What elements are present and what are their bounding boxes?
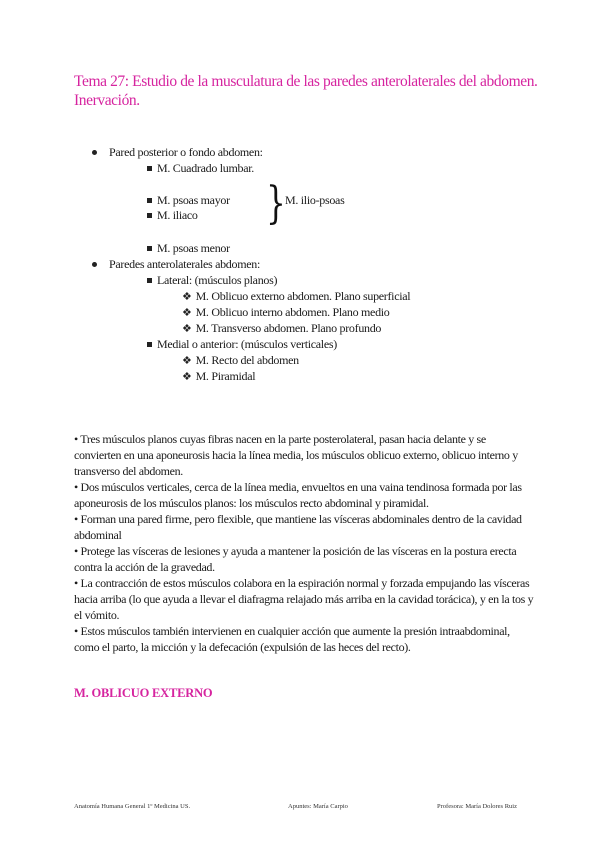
bullet-square-icon [147,213,152,218]
bullet-dot-icon [92,262,97,267]
bullet-square-icon [147,198,152,203]
list-item [147,193,230,208]
paragraph: • Forman una pared firme, pero flexible, que mantiene las vísceras abdominales dentro de la cavidad abdominal [74,512,522,542]
list-item-text: M. psoas menor [157,241,230,255]
list-item [182,305,390,321]
list-item [147,241,230,256]
list-item [182,353,299,369]
bullet-dot-icon [92,150,97,155]
list-item [182,289,410,305]
list-item [147,161,254,176]
bullet-square-icon [147,278,152,283]
diamond-bullet-icon: ❖ [182,323,192,335]
outline-anterolateral [92,257,260,272]
diamond-bullet-icon: ❖ [182,291,192,303]
list-item-text: M. iliaco [157,208,198,222]
outline-anterolateral-label: Paredes anterolaterales abdomen: [109,257,260,271]
list-item-text: Medial o anterior: (músculos verticales) [157,337,337,351]
page-title: Tema 27: Estudio de la musculatura de las paredes anterolaterales del abdomen. Inervación. [74,73,538,109]
list-item-text: M. Oblicuo interno abdomen. Plano medio [195,305,390,319]
outline-posterior [92,145,263,160]
bullet-square-icon [147,246,152,251]
section-heading: M. OBLICUO EXTERNO [74,686,213,700]
list-item-text: Lateral: (músculos planos) [157,273,278,287]
description-text [74,431,534,655]
list-item [147,208,198,223]
list-item-text: M. psoas mayor [157,193,230,207]
paragraph: • Tres músculos planos cuyas fibras nacen en la parte posterolateral, pasan hacia delante y se convierten en una aponeurosis hacia la línea media, los músculos oblicuo externo, oblicuo interno y transverso del abdomen. [74,432,518,478]
list-item-text: M. Recto del abdomen [195,353,299,367]
list-item-text: M. Cuadrado lumbar. [157,161,254,175]
list-item [147,337,337,352]
diamond-bullet-icon: ❖ [182,307,192,319]
bullet-square-icon [147,342,152,347]
bullet-square-icon [147,166,152,171]
footer-left: Anatomía Humana General 1º Medicina US. [74,803,191,810]
paragraph: • Protege las vísceras de lesiones y ayuda a mantener la posición de las vísceras en la postura erecta contra la acción de la gravedad. [74,544,517,574]
outline-posterior-label: Pared posterior o fondo abdomen: [109,145,263,159]
paragraph: • Estos músculos también intervienen en cualquier acción que aumente la presión intraabdominal, como el parto, la micción y la defecación (expulsión de las heces del recto). [74,624,510,654]
ilio-psoas-label: M. ilio-psoas [285,193,345,207]
diamond-bullet-icon: ❖ [182,355,192,367]
diamond-bullet-icon: ❖ [182,371,192,383]
list-item-text: M. Oblicuo externo abdomen. Plano superficial [195,289,411,303]
footer-center: Apuntes: María Carpio [288,803,348,810]
paragraph: • La contracción de estos músculos colabora en la espiración normal y forzada empujando las vísceras hacia arriba (lo que ayuda a llevar el diafragma relajado más arriba en la cavidad torácica), y en la tos y el vómito. [74,576,534,622]
list-item [182,369,255,385]
list-item-text: M. Transverso abdomen. Plano profundo [195,321,382,335]
paragraph: • Dos músculos verticales, cerca de la línea media, envueltos en una vaina tendinosa formada por las aponeurosis de los músculos planos: los músculos recto abdominal y piramidal. [74,480,522,510]
list-item-text: M. Piramidal [195,369,256,383]
list-item [147,273,277,288]
curly-brace-icon: } [266,178,286,229]
list-item [182,321,381,337]
footer-right: Profesora: María Dolores Ruiz [437,803,517,810]
